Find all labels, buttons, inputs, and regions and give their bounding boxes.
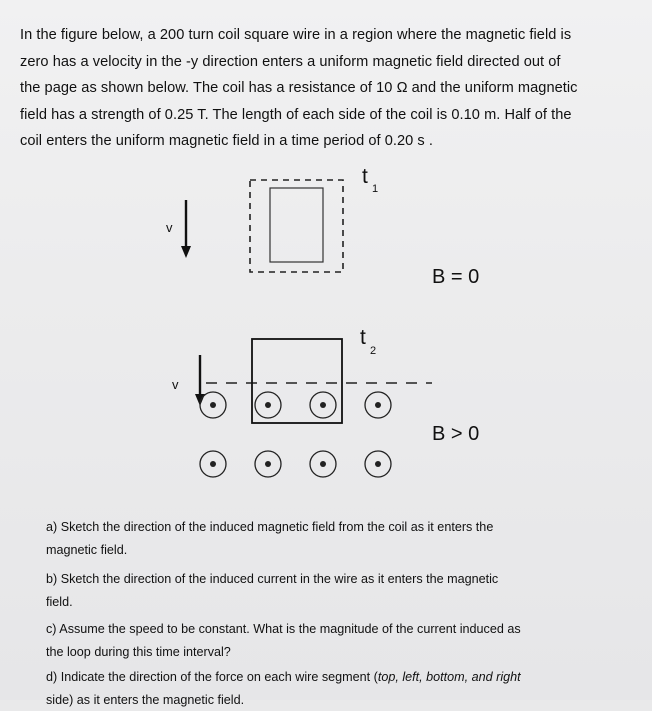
question-line: a) Sketch the direction of the induced magnetic field from the coil as it enters the [46, 516, 636, 539]
coil-square-t1 [270, 188, 323, 262]
out-of-page-dot-icon [310, 451, 336, 477]
question-line: c) Assume the speed to be constant. What is the magnitude of the current induced as [46, 618, 636, 641]
time-label: t [360, 326, 366, 349]
field-row-2 [200, 451, 391, 477]
question-d [46, 666, 636, 711]
velocity-label: v [166, 220, 173, 235]
intro-line: coil enters the uniform magnetic field in a time period of 0.20 s . [20, 128, 640, 155]
top-panel [166, 165, 479, 288]
intro-line: In the figure below, a 200 turn coil square wire in a region where the magnetic field is [20, 22, 640, 49]
question-text: d) Indicate the direction of the force on each wire segment ( [46, 670, 378, 684]
field-label-positive: B > 0 [432, 423, 479, 445]
time-subscript: 2 [370, 345, 376, 357]
time-label: t [362, 165, 368, 188]
intro-line: zero has a velocity in the -y direction enters a uniform magnetic field directed out of [20, 49, 640, 76]
question-italic-text: top, left, bottom, and right [378, 670, 521, 684]
out-of-page-dot-icon [365, 451, 391, 477]
out-of-page-dot-icon [255, 451, 281, 477]
question-a [46, 516, 636, 561]
out-of-page-dot-icon [200, 392, 226, 418]
bottom-panel [172, 326, 479, 477]
out-of-page-dot-icon [255, 392, 281, 418]
question-line: the loop during this time interval? [46, 641, 636, 664]
coil-square-t2 [252, 339, 342, 423]
intro-line: the page as shown below. The coil has a resistance of 10 Ω and the uniform magnetic [20, 75, 640, 102]
question-c [46, 618, 636, 663]
out-of-page-dot-icon [365, 392, 391, 418]
field-row-1 [200, 392, 391, 418]
out-of-page-dot-icon [200, 451, 226, 477]
question-b [46, 568, 636, 613]
dashed-path-outline [250, 180, 343, 272]
question-line: b) Sketch the direction of the induced current in the wire as it enters the magnetic [46, 568, 636, 591]
question-line: field. [46, 591, 636, 614]
velocity-arrow-head-icon [181, 246, 191, 258]
intro-line: field has a strength of 0.25 T. The length of each side of the coil is 0.10 m. Half of the [20, 102, 640, 129]
question-line: magnetic field. [46, 539, 636, 562]
velocity-label: v [172, 377, 179, 392]
question-line [46, 666, 636, 689]
out-of-page-dot-icon [310, 392, 336, 418]
field-label-zero: B = 0 [432, 266, 479, 288]
question-line: side) as it enters the magnetic field. [46, 689, 636, 711]
time-subscript: 1 [372, 183, 378, 195]
